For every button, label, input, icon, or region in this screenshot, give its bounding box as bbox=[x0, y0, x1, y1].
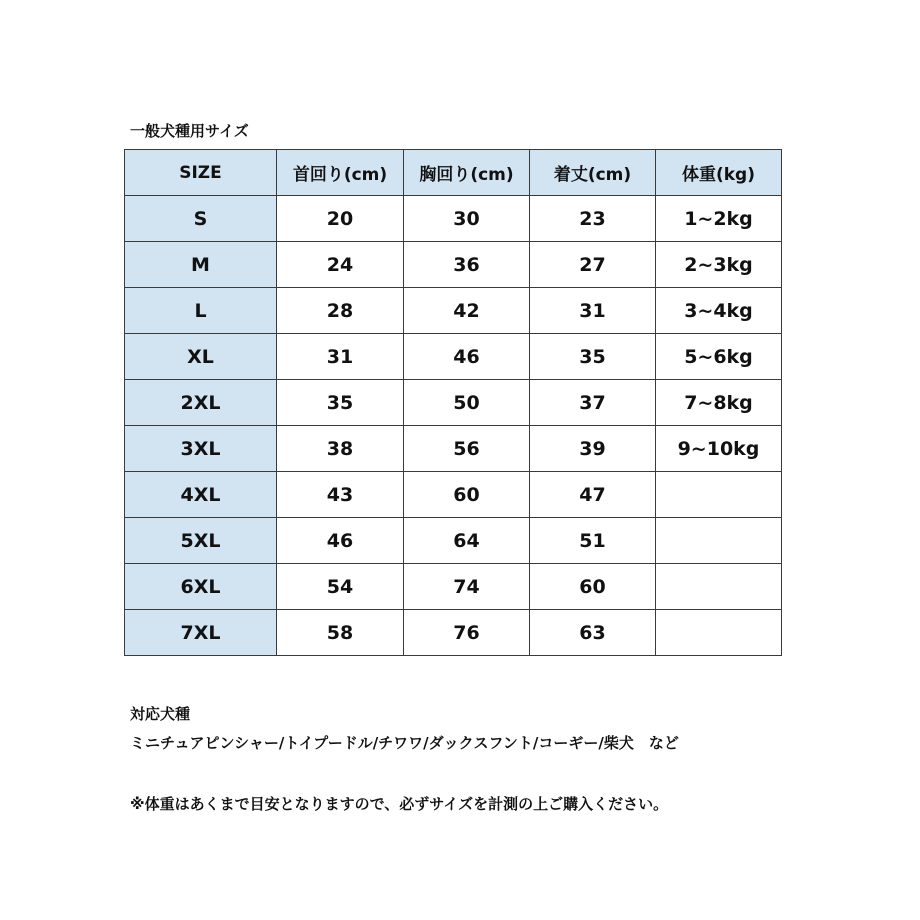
cell-weight bbox=[656, 610, 782, 656]
cell-chest: 46 bbox=[404, 334, 530, 380]
cell-weight bbox=[656, 472, 782, 518]
table-row bbox=[125, 196, 782, 242]
cell-weight: 5~6kg bbox=[656, 334, 782, 380]
cell-neck: 38 bbox=[277, 426, 404, 472]
cell-neck: 35 bbox=[277, 380, 404, 426]
size-table bbox=[124, 149, 782, 656]
header-neck: 首回り(cm) bbox=[277, 150, 404, 196]
header-weight: 体重(kg) bbox=[656, 150, 782, 196]
cell-length: 35 bbox=[530, 334, 656, 380]
cell-weight bbox=[656, 518, 782, 564]
cell-chest: 42 bbox=[404, 288, 530, 334]
cell-size: M bbox=[125, 242, 277, 288]
cell-neck: 28 bbox=[277, 288, 404, 334]
cell-neck: 58 bbox=[277, 610, 404, 656]
cell-size: S bbox=[125, 196, 277, 242]
cell-chest: 30 bbox=[404, 196, 530, 242]
cell-length: 63 bbox=[530, 610, 656, 656]
table-row bbox=[125, 564, 782, 610]
cell-size: 4XL bbox=[125, 472, 277, 518]
breeds-title: 対応犬種 bbox=[130, 705, 191, 723]
cell-weight: 1~2kg bbox=[656, 196, 782, 242]
cell-length: 60 bbox=[530, 564, 656, 610]
header-chest: 胸回り(cm) bbox=[404, 150, 530, 196]
cell-weight: 2~3kg bbox=[656, 242, 782, 288]
cell-chest: 56 bbox=[404, 426, 530, 472]
cell-length: 23 bbox=[530, 196, 656, 242]
cell-neck: 20 bbox=[277, 196, 404, 242]
cell-size: L bbox=[125, 288, 277, 334]
cell-neck: 43 bbox=[277, 472, 404, 518]
weight-note: ※体重はあくまで目安となりますので、必ずサイズを計測の上ご購入ください。 bbox=[130, 795, 669, 813]
cell-length: 47 bbox=[530, 472, 656, 518]
cell-size: 7XL bbox=[125, 610, 277, 656]
cell-neck: 46 bbox=[277, 518, 404, 564]
cell-neck: 24 bbox=[277, 242, 404, 288]
cell-length: 27 bbox=[530, 242, 656, 288]
cell-size: 6XL bbox=[125, 564, 277, 610]
cell-size: 5XL bbox=[125, 518, 277, 564]
header-length: 着丈(cm) bbox=[530, 150, 656, 196]
breeds-list: ミニチュアピンシャー/トイプードル/チワワ/ダックスフント/コーギー/柴犬 など bbox=[130, 734, 679, 752]
cell-length: 31 bbox=[530, 288, 656, 334]
table-row bbox=[125, 426, 782, 472]
cell-size: 3XL bbox=[125, 426, 277, 472]
cell-chest: 76 bbox=[404, 610, 530, 656]
cell-chest: 74 bbox=[404, 564, 530, 610]
cell-chest: 60 bbox=[404, 472, 530, 518]
cell-neck: 31 bbox=[277, 334, 404, 380]
header-size: SIZE bbox=[125, 150, 277, 196]
cell-length: 39 bbox=[530, 426, 656, 472]
table-row bbox=[125, 288, 782, 334]
cell-length: 37 bbox=[530, 380, 656, 426]
cell-weight: 9~10kg bbox=[656, 426, 782, 472]
cell-size: 2XL bbox=[125, 380, 277, 426]
cell-chest: 64 bbox=[404, 518, 530, 564]
table-row bbox=[125, 610, 782, 656]
table-row bbox=[125, 380, 782, 426]
table-row bbox=[125, 472, 782, 518]
header-row bbox=[125, 150, 782, 196]
cell-length: 51 bbox=[530, 518, 656, 564]
cell-weight: 3~4kg bbox=[656, 288, 782, 334]
cell-weight bbox=[656, 564, 782, 610]
cell-weight: 7~8kg bbox=[656, 380, 782, 426]
cell-size: XL bbox=[125, 334, 277, 380]
cell-neck: 54 bbox=[277, 564, 404, 610]
table-row bbox=[125, 242, 782, 288]
table-body bbox=[125, 196, 782, 656]
cell-chest: 36 bbox=[404, 242, 530, 288]
table-row bbox=[125, 334, 782, 380]
cell-chest: 50 bbox=[404, 380, 530, 426]
table-caption: 一般犬種用サイズ bbox=[130, 122, 249, 140]
table-row bbox=[125, 518, 782, 564]
